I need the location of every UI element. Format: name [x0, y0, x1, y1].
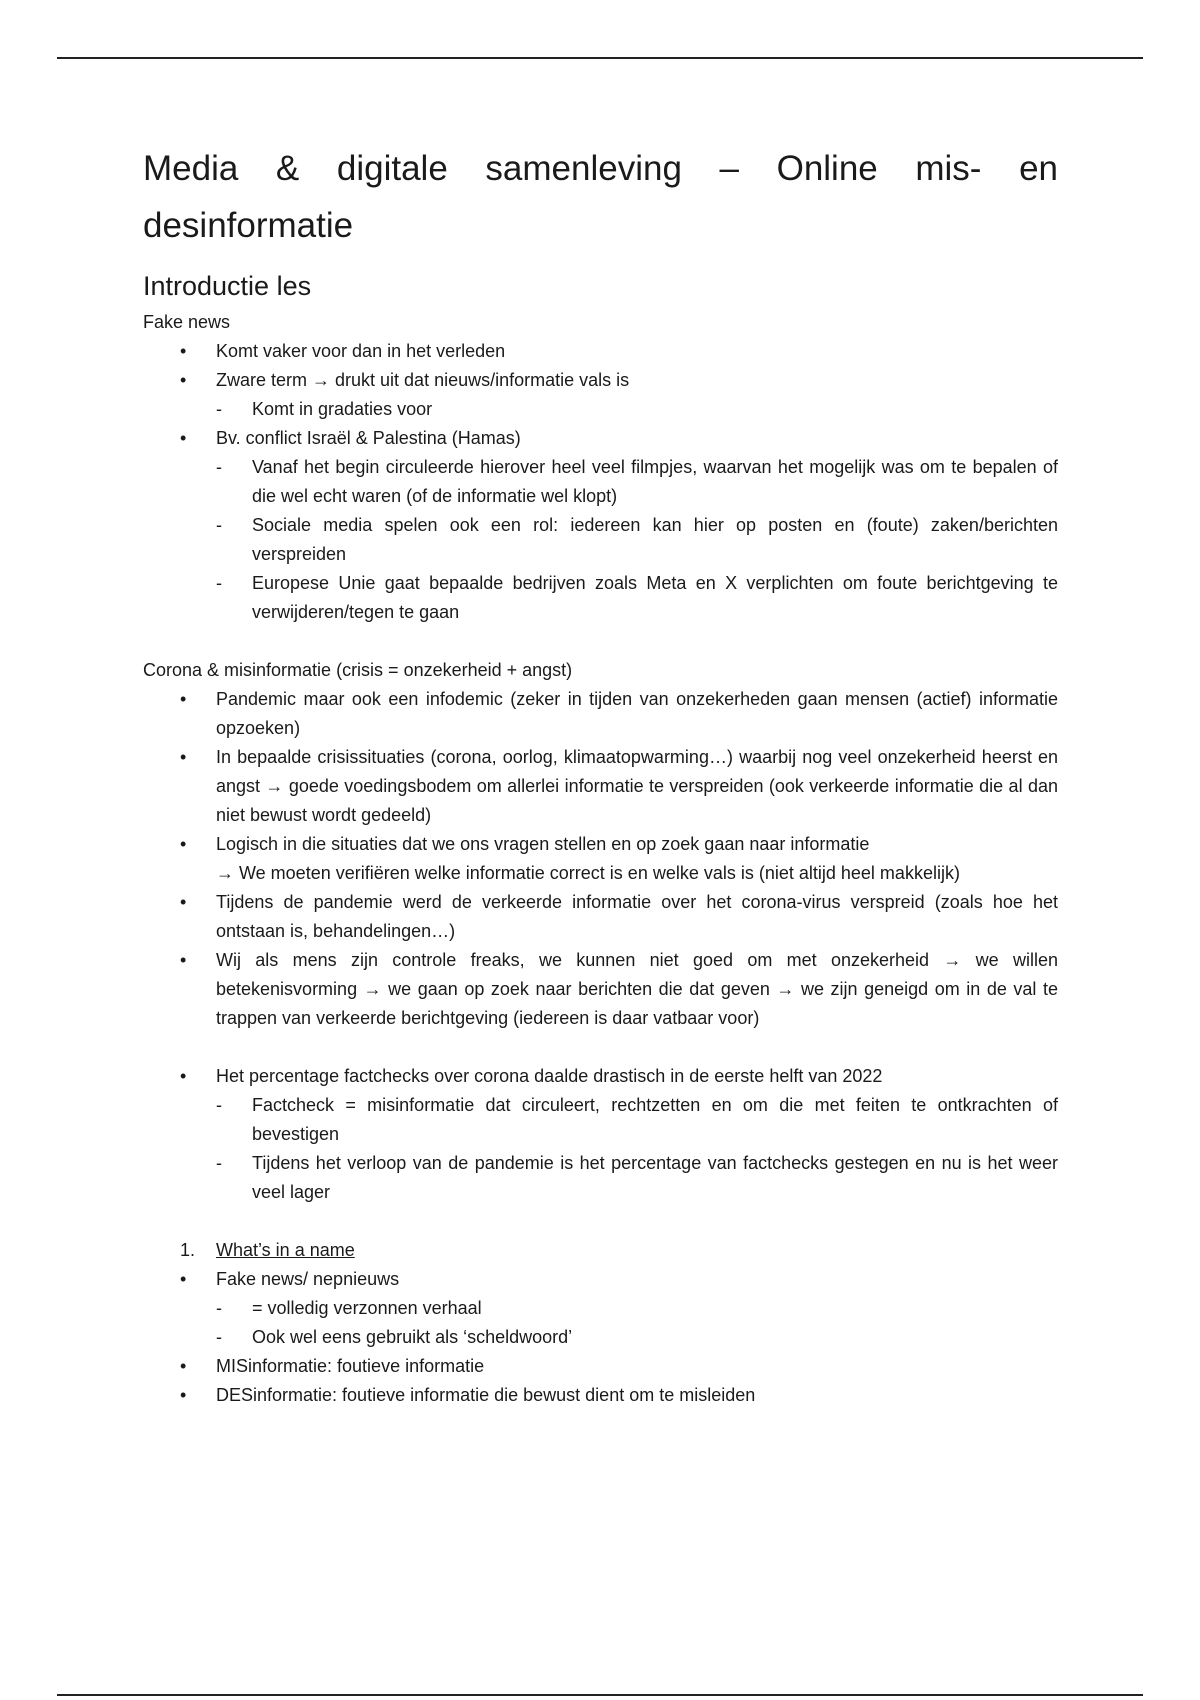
section-heading-introductie: Introductie les	[143, 271, 312, 301]
spacer	[143, 1207, 1058, 1236]
list-item-text-continuation: → We moeten verifiëren welke informatie correct is en welke vals is (niet altijd heel makkelijk)	[216, 863, 960, 883]
bullet-marker: •	[180, 1356, 187, 1376]
dash-marker: -	[216, 457, 222, 477]
list-item	[143, 1381, 1058, 1410]
section-1-list	[143, 1236, 1058, 1265]
list-item-text: MISinformatie: foutieve informatie	[216, 1356, 485, 1376]
sub-list-item	[143, 511, 1058, 569]
bullet-marker: •	[180, 428, 187, 448]
sub-list-item-text: Komt in gradaties voor	[252, 399, 433, 419]
sub-list-item-text: Sociale media spelen ook een rol: iedereen kan hier op posten en (foute) zaken/berichten verspreiden	[252, 515, 1058, 564]
document-title: Media & digitale samenleving – Online mis- en desinformatie	[143, 149, 1058, 245]
list-item-text: Het percentage factchecks over corona daalde drastisch in de eerste helft van 2022	[216, 1066, 883, 1086]
bullet-marker: •	[180, 892, 187, 912]
list-item	[143, 830, 1058, 888]
sub-list-item-text: Ook wel eens gebruikt als ‘scheldwoord’	[252, 1327, 573, 1347]
dash-marker: -	[216, 573, 222, 593]
sub-list-item-text: Factcheck = misinformatie dat circuleert, rechtzetten en om die met feiten te ontkrachten of bevestigen	[252, 1095, 1058, 1144]
bottom-rule	[57, 1694, 1143, 1696]
list-item-text: Wij als mens zijn controle freaks, we kunnen niet goed om met onzekerheid → we willen betekenisvorming → we gaan op zoek naar berichten die dat geven → we zijn geneigd om in de val te trappen van verkeerde berichtgeving (iedereen is daar vatbaar voor)	[216, 950, 1058, 1028]
list-item-text: Zware term → drukt uit dat nieuws/informatie vals is	[216, 370, 630, 390]
sub-list-item-text: Tijdens het verloop van de pandemie is het percentage van factchecks gestegen en nu is het weer veel lager	[252, 1153, 1058, 1202]
list-item	[143, 1352, 1058, 1381]
bullet-marker: •	[180, 950, 187, 970]
sub-list-item	[143, 569, 1058, 627]
sub-list-item	[143, 1323, 1058, 1352]
sub-list-item-text: = volledig verzonnen verhaal	[252, 1298, 482, 1318]
bullet-marker: •	[180, 1269, 187, 1289]
list-item-text: In bepaalde crisissituaties (corona, oorlog, klimaatopwarming…) waarbij nog veel onzekerheid heerst en angst → goede voedingsbodem om allerlei informatie te verspreiden (ook verkeerde informatie die al dan niet bewust wordt gedeeld)	[216, 747, 1058, 825]
fake-news-list	[143, 337, 1058, 627]
list-item-text: Pandemic maar ook een infodemic (zeker in tijden van onzekerheden gaan mensen (actief) informatie opzoeken)	[216, 689, 1058, 738]
bullet-marker: •	[180, 747, 187, 767]
corona-list	[143, 685, 1058, 1033]
sub-list-item	[143, 1091, 1058, 1149]
dash-marker: -	[216, 1327, 222, 1347]
list-item	[143, 946, 1058, 1033]
corona-label: Corona & misinformatie (crisis = onzekerheid + angst)	[143, 660, 573, 680]
list-item	[143, 888, 1058, 946]
sub-list-item-text: Europese Unie gaat bepaalde bedrijven zoals Meta en X verplichten om foute berichtgeving te verwijderen/tegen te gaan	[252, 573, 1058, 622]
list-item-text: Tijdens de pandemie werd de verkeerde informatie over het corona-virus verspreid (zoals hoe het ontstaan is, behandelingen…)	[216, 892, 1058, 941]
dash-marker: -	[216, 515, 222, 535]
sub-list-item	[143, 1294, 1058, 1323]
sub-list-item	[143, 1149, 1058, 1207]
bullet-marker: •	[180, 341, 187, 361]
dash-marker: -	[216, 1153, 222, 1173]
dash-marker: -	[216, 1298, 222, 1318]
spacer	[143, 1033, 1058, 1062]
list-item	[143, 337, 1058, 366]
list-item-text: DESinformatie: foutieve informatie die bewust dient om te misleiden	[216, 1385, 756, 1405]
bullet-marker: •	[180, 689, 187, 709]
numbered-heading	[143, 1236, 1058, 1265]
list-item-text: Komt vaker voor dan in het verleden	[216, 341, 506, 361]
dash-marker: -	[216, 1095, 222, 1115]
sub-list-item	[143, 453, 1058, 511]
document-body	[143, 140, 1058, 1410]
number-marker: 1.	[180, 1240, 196, 1260]
fake-news-label: Fake news	[143, 312, 231, 332]
section-1-title: What’s in a name	[216, 1240, 355, 1260]
bullet-marker: •	[180, 1385, 187, 1405]
list-item-text: Logisch in die situaties dat we ons vragen stellen en op zoek gaan naar informatie	[216, 834, 870, 854]
bullet-marker: •	[180, 834, 187, 854]
top-rule	[57, 57, 1143, 59]
dash-marker: -	[216, 399, 222, 419]
list-item	[143, 366, 1058, 395]
list-item-text: Fake news/ nepnieuws	[216, 1269, 400, 1289]
spacer	[143, 627, 1058, 656]
list-item	[143, 1062, 1058, 1091]
sub-list-item-text: Vanaf het begin circuleerde hierover heel veel filmpjes, waarvan het mogelijk was om te bepalen of die wel echt waren (of de informatie wel klopt)	[252, 457, 1058, 506]
list-item	[143, 743, 1058, 830]
bullet-marker: •	[180, 370, 187, 390]
definitions-list	[143, 1265, 1058, 1410]
list-item	[143, 1265, 1058, 1294]
list-item	[143, 685, 1058, 743]
list-item-text: Bv. conflict Israël & Palestina (Hamas)	[216, 428, 521, 448]
sub-list-item	[143, 395, 1058, 424]
list-item	[143, 424, 1058, 453]
bullet-marker: •	[180, 1066, 187, 1086]
factcheck-list	[143, 1062, 1058, 1207]
